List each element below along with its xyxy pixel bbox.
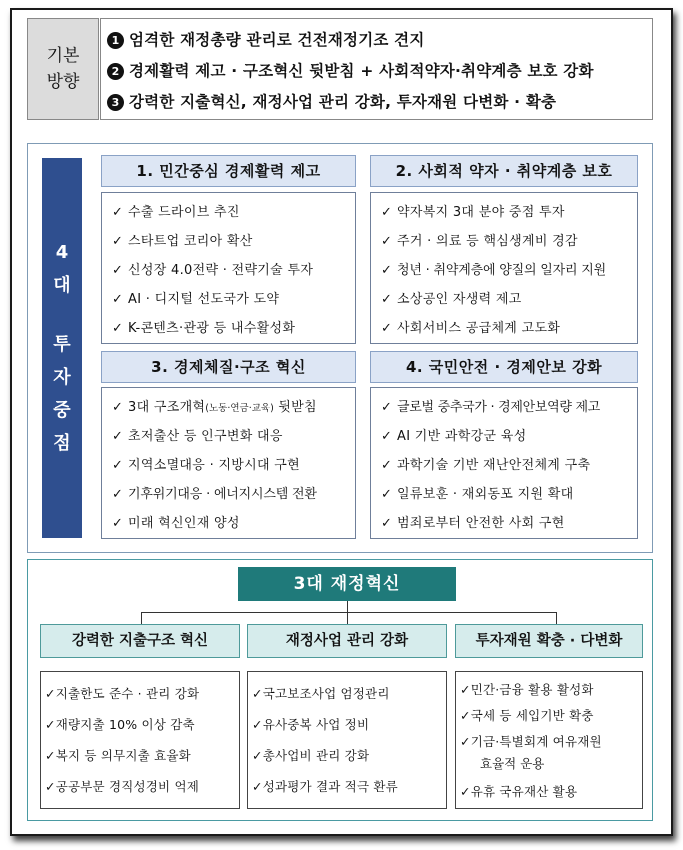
check-icon: ✓ bbox=[112, 321, 124, 336]
check-icon: ✓ bbox=[112, 234, 124, 249]
check-icon: ✓ bbox=[112, 263, 124, 278]
check-icon: ✓ bbox=[460, 682, 471, 697]
check-icon: ✓ bbox=[460, 734, 471, 749]
number-badge: 3 bbox=[107, 94, 124, 111]
category-1-header: 1. 민간중심 경제활력 제고 bbox=[101, 155, 356, 187]
check-icon: ✓ bbox=[252, 748, 263, 763]
list-item: ✓총사업비 관리 강화 bbox=[252, 748, 370, 763]
reform-column-3-header: 투자재원 확충 · 다변화 bbox=[455, 624, 643, 658]
vertical-char: 자 bbox=[53, 367, 71, 388]
list-item: ✓ AI 기반 과학강군 육성 bbox=[381, 429, 527, 444]
basic-label-line1: 기본 bbox=[46, 46, 80, 66]
check-icon: ✓ bbox=[112, 458, 124, 473]
vertical-char: 대 bbox=[53, 275, 71, 296]
list-item-continuation: 효율적 운용 bbox=[480, 756, 545, 771]
check-icon: ✓ bbox=[112, 292, 124, 307]
list-item: ✓ AI · 디지털 선도국가 도약 bbox=[112, 292, 280, 307]
list-item: ✓복지 등 의무지출 효율화 bbox=[45, 748, 191, 763]
vertical-char: 4 bbox=[55, 242, 69, 263]
vertical-char: 점 bbox=[53, 433, 71, 454]
check-icon: ✓ bbox=[252, 686, 263, 701]
category-2-header: 2. 사회적 약자 · 취약계층 보호 bbox=[370, 155, 638, 187]
basic-label-line2: 방향 bbox=[46, 72, 80, 92]
reform-column-2-header: 재정사업 관리 강화 bbox=[247, 624, 447, 658]
investment-focus-vertical-label bbox=[42, 158, 82, 538]
list-item: ✓ 수출 드라이브 추진 bbox=[112, 205, 240, 220]
list-item: ✓공공부문 경직성경비 억제 bbox=[45, 779, 200, 794]
list-item: ✓국고보조사업 엄정관리 bbox=[252, 686, 390, 701]
list-item: ✓ 약자복지 3대 분야 중점 투자 bbox=[381, 205, 565, 220]
check-icon: ✓ bbox=[112, 205, 124, 220]
check-icon: ✓ bbox=[112, 487, 123, 502]
category-4-header: 4. 국민안전 · 경제안보 강화 bbox=[370, 351, 638, 383]
check-icon: ✓ bbox=[381, 429, 393, 444]
basic-item-text: 경제활력 제고 · 구조혁신 뒷받침 + 사회적약자·취약계층 보호 강화 bbox=[129, 62, 594, 80]
check-icon: ✓ bbox=[252, 779, 263, 794]
check-icon: ✓ bbox=[381, 321, 393, 336]
check-icon: ✓ bbox=[381, 205, 393, 220]
category-1-box bbox=[101, 192, 356, 344]
list-item: ✓지출한도 준수 · 관리 강화 bbox=[45, 686, 200, 701]
list-item: ✓성과평가 결과 적극 환류 bbox=[252, 779, 398, 794]
check-icon: ✓ bbox=[460, 708, 471, 723]
basic-item-text: 강력한 지출혁신, 재정사업 관리 강화, 투자재원 다변화 · 확충 bbox=[129, 93, 557, 111]
connector-line bbox=[556, 612, 557, 624]
check-icon: ✓ bbox=[112, 429, 124, 444]
basic-direction-box bbox=[100, 18, 653, 120]
check-icon: ✓ bbox=[45, 686, 56, 701]
basic-direction-label bbox=[27, 18, 99, 120]
category-3-box bbox=[101, 387, 356, 539]
check-icon: ✓ bbox=[381, 516, 393, 531]
basic-item-text: 엄격한 재정총량 관리로 건전재정기조 견지 bbox=[129, 31, 425, 49]
check-icon: ✓ bbox=[381, 292, 393, 307]
list-item: ✓ 범죄로부터 안전한 사회 구현 bbox=[381, 516, 565, 531]
basic-item-2 bbox=[107, 59, 594, 81]
check-icon: ✓ bbox=[381, 487, 393, 502]
list-item: ✓유사중복 사업 정비 bbox=[252, 717, 370, 732]
basic-item-3 bbox=[107, 90, 556, 112]
check-icon: ✓ bbox=[381, 263, 392, 278]
connector-line bbox=[347, 612, 348, 624]
vertical-char: 중 bbox=[53, 400, 71, 421]
list-item: ✓ 초저출산 등 인구변화 대응 bbox=[112, 429, 283, 444]
check-icon: ✓ bbox=[381, 458, 393, 473]
list-item: ✓국세 등 세입기반 확충 bbox=[460, 708, 594, 723]
list-item: ✓ K-콘텐츠·관광 등 내수활성화 bbox=[112, 321, 296, 336]
list-item: ✓재량지출 10% 이상 감축 bbox=[45, 717, 195, 732]
list-item: ✓ 3대 구조개혁(노동·연금·교육) 뒷받침 bbox=[112, 400, 317, 415]
number-badge: 1 bbox=[107, 32, 124, 49]
list-item: ✓ 글로벌 중추국가 · 경제안보역량 제고 bbox=[381, 400, 601, 415]
reform-column-1-header: 강력한 지출구조 혁신 bbox=[40, 624, 240, 658]
list-item: ✓ 신성장 4.0전략 · 전략기술 투자 bbox=[112, 263, 314, 278]
list-item: ✓민간·금융 활용 활성화 bbox=[460, 682, 594, 697]
check-icon: ✓ bbox=[112, 516, 124, 531]
check-icon: ✓ bbox=[112, 400, 124, 415]
check-icon: ✓ bbox=[381, 400, 392, 415]
number-badge: 2 bbox=[107, 63, 124, 80]
category-2-box bbox=[370, 192, 638, 344]
check-icon: ✓ bbox=[45, 779, 56, 794]
basic-item-1 bbox=[107, 28, 425, 50]
list-item: ✓기금·특별회계 여유재원 bbox=[460, 734, 602, 749]
reform-column-2-box bbox=[247, 671, 447, 809]
category-3-header: 3. 경제체질·구조 혁신 bbox=[101, 351, 356, 383]
check-icon: ✓ bbox=[252, 717, 263, 732]
list-item: ✓ 일류보훈 · 재외동포 지원 확대 bbox=[381, 487, 574, 502]
check-icon: ✓ bbox=[381, 234, 393, 249]
check-icon: ✓ bbox=[45, 748, 56, 763]
list-item: ✓ 소상공인 자생력 제고 bbox=[381, 292, 522, 307]
item-note: (노동·연금·교육) bbox=[205, 403, 274, 414]
connector-line bbox=[141, 612, 142, 624]
list-item: ✓ 주거 · 의료 등 핵심생계비 경감 bbox=[381, 234, 578, 249]
list-item: ✓ 청년 · 취약계층에 양질의 일자리 지원 bbox=[381, 263, 606, 278]
vertical-char: 투 bbox=[53, 334, 71, 355]
check-icon: ✓ bbox=[460, 784, 471, 799]
reform-column-3-box bbox=[455, 671, 643, 809]
list-item: ✓유휴 국유재산 활용 bbox=[460, 784, 578, 799]
list-item: ✓ 미래 혁신인재 양성 bbox=[112, 516, 240, 531]
fiscal-reform-title: 3대 재정혁신 bbox=[238, 567, 456, 601]
check-icon: ✓ bbox=[45, 717, 56, 732]
reform-column-1-box bbox=[40, 671, 240, 809]
list-item: ✓ 스타트업 코리아 확산 bbox=[112, 234, 253, 249]
category-4-box bbox=[370, 387, 638, 539]
list-item: ✓ 지역소멸대응 · 지방시대 구현 bbox=[112, 458, 301, 473]
list-item: ✓ 기후위기대응 · 에너지시스템 전환 bbox=[112, 487, 317, 502]
connector-line bbox=[141, 612, 556, 613]
list-item: ✓ 과학기술 기반 재난안전체계 구축 bbox=[381, 458, 591, 473]
list-item: ✓ 사회서비스 공급체계 고도화 bbox=[381, 321, 561, 336]
